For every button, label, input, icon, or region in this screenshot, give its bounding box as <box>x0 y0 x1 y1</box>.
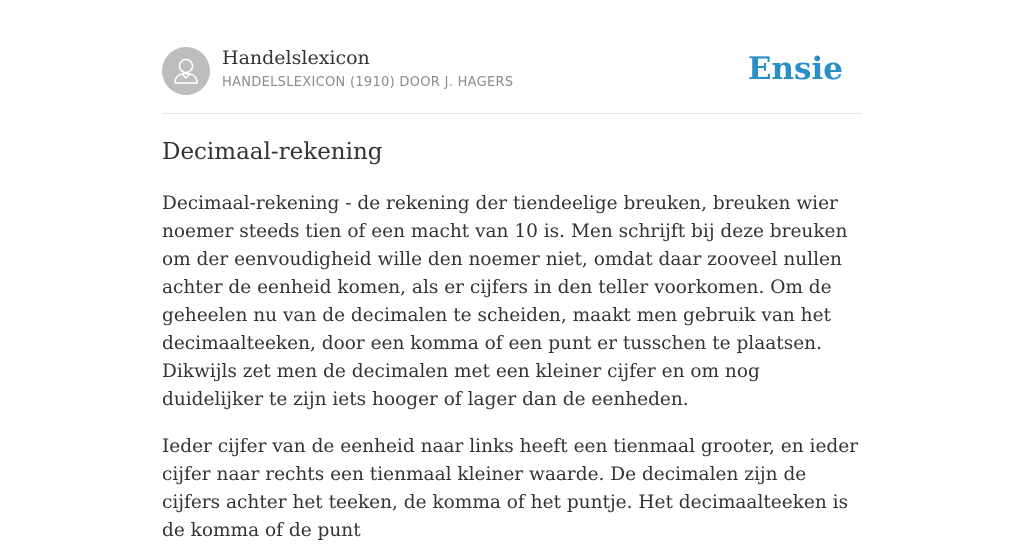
avatar[interactable] <box>162 47 210 95</box>
article-paragraph: Ieder cijfer van de eenheid naar links heeft een tienmaal grooter, en ieder cijfer naar rechts een tienmaal kleiner waarde. De decimalen zijn de cijfers achter het teeken, de komma of het puntje. Het decimaalteeken is de komma of de punt <box>162 436 859 541</box>
article-paragraph: Decimaal-rekening - de rekening der tiendeelige breuken, breuken wier noemer steeds tien of een macht van 10 is. Men schrijft bij deze breuken om der eenvoudigheid wille den noemer niet, omdat daar zooveel nullen achter de eenheid komen, als er cijfers in den teller voorkomen. Om de geheelen nu van de decimalen te scheiden, maakt men gebruik van het decimaalteeken, door een komma of een punt er tusschen te plaatsen. Dikwijls zet men de decimalen met een kleiner cijfer en om nog duidelijker te zijn iets hooger of lager dan de eenheden. <box>162 193 848 410</box>
source-header <box>162 0 862 114</box>
user-silhouette-icon <box>162 47 210 95</box>
ensie-logo[interactable]: Ensie <box>747 51 843 87</box>
page <box>162 0 862 545</box>
source-name[interactable]: Handelslexicon <box>222 47 370 69</box>
source-subtitle[interactable]: HANDELSLEXICON (1910) DOOR J. HAGERS <box>222 75 514 90</box>
article-title: Decimaal-rekening <box>162 139 383 165</box>
